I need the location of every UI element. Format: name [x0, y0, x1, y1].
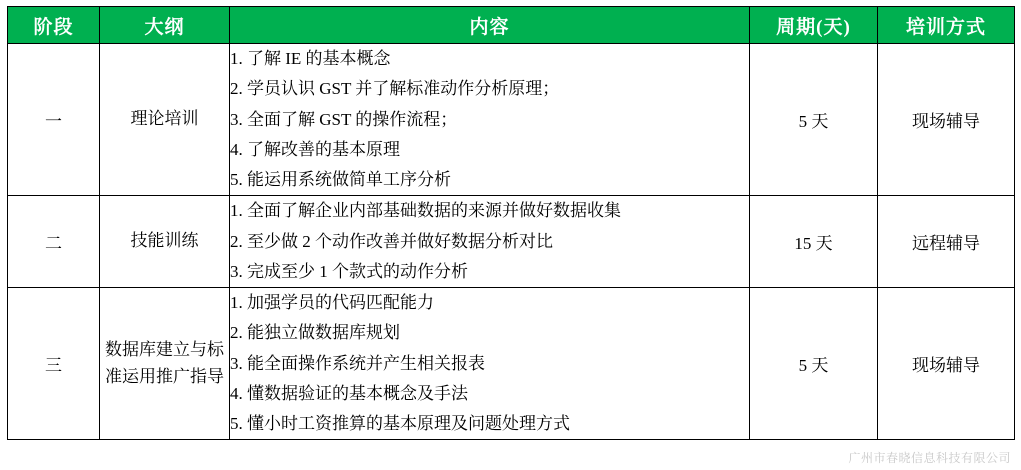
list-item: 1. 全面了解企业内部基础数据的来源并做好数据收集 [230, 201, 621, 221]
table-body [8, 44, 1015, 440]
cell-outline: 数据库建立与标准运用推广指导 [100, 288, 230, 440]
list-item: 4. 了解改善的基本原理 [230, 139, 400, 159]
training-plan-table [7, 6, 1015, 440]
content-list [230, 288, 749, 439]
cell-content [230, 288, 750, 440]
list-item: 1. 加强学员的代码匹配能力 [230, 293, 434, 312]
cell-content [230, 44, 750, 196]
cell-method: 现场辅导 [878, 288, 1015, 440]
list-item: 5. 能运用系统做简单工序分析 [230, 170, 451, 189]
cell-method: 现场辅导 [878, 44, 1015, 196]
cell-outline: 理论培训 [100, 44, 230, 196]
cell-days: 15 天 [750, 196, 878, 288]
table-row [8, 196, 1015, 288]
cell-content [230, 196, 750, 288]
column-header-days: 周期(天) [750, 7, 878, 44]
list-item: 5. 懂小时工资推算的基本原理及问题处理方式 [230, 414, 570, 433]
column-header-content: 内容 [230, 7, 750, 44]
cell-stage: 二 [8, 196, 100, 288]
list-item: 2. 至少做 2 个动作改善并做好数据分析对比 [230, 231, 553, 251]
table-header-row [8, 7, 1015, 44]
list-item: 2. 学员认识 GST 并了解标准动作分析原理； [230, 79, 560, 99]
content-list [230, 44, 749, 195]
column-header-stage: 阶段 [8, 7, 100, 44]
table-header [8, 7, 1015, 44]
column-header-outline: 大纲 [100, 7, 230, 44]
list-item: 3. 能全面操作系统并产生相关报表 [230, 353, 485, 373]
cell-stage: 三 [8, 288, 100, 440]
cell-days: 5 天 [750, 44, 878, 196]
content-list [230, 196, 749, 287]
table-row [8, 44, 1015, 196]
cell-outline: 技能训练 [100, 196, 230, 288]
company-watermark: 广州市春晓信息科技有限公司 [848, 451, 1011, 465]
list-item: 4. 懂数据验证的基本概念及手法 [230, 383, 468, 403]
list-item: 1. 了解 IE 的基本概念 [230, 49, 391, 68]
table-row [8, 288, 1015, 440]
cell-method: 远程辅导 [878, 196, 1015, 288]
cell-stage: 一 [8, 44, 100, 196]
list-item: 3. 全面了解 GST 的操作流程； [230, 109, 458, 129]
list-item: 2. 能独立做数据库规划 [230, 323, 400, 343]
column-header-method: 培训方式 [878, 7, 1015, 44]
cell-days: 5 天 [750, 288, 878, 440]
list-item: 3. 完成至少 1 个款式的动作分析 [230, 261, 468, 281]
